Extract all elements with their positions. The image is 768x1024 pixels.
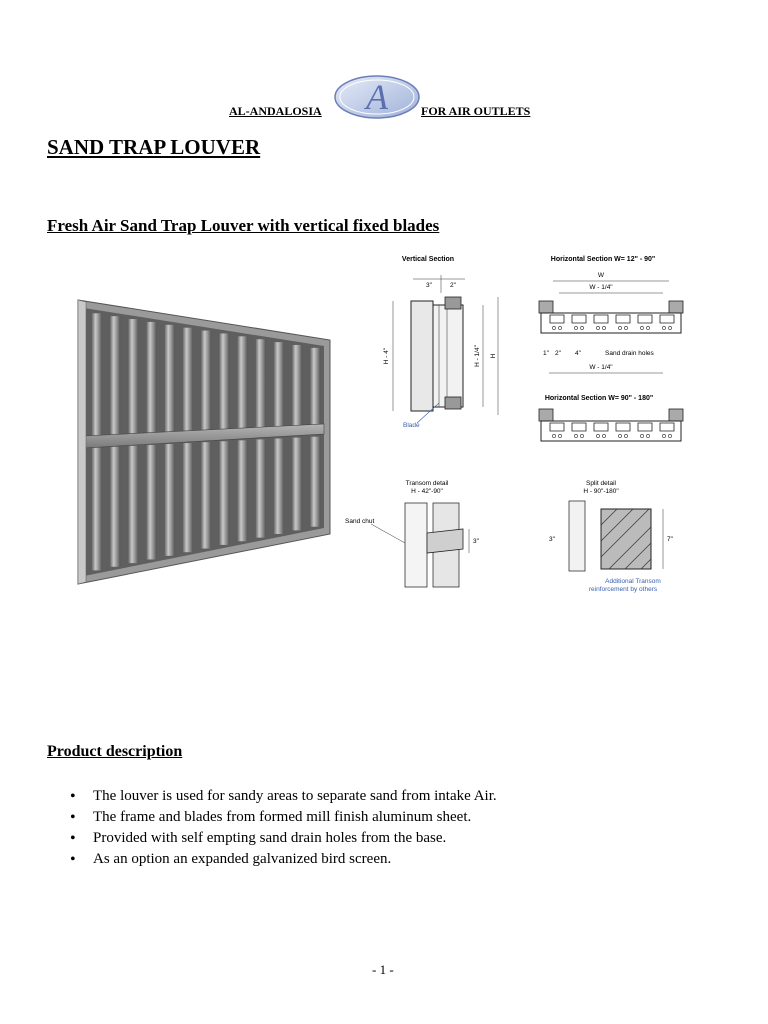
louver-blade xyxy=(256,339,266,427)
logo-letter: A xyxy=(366,77,388,117)
product-description-list xyxy=(70,786,497,870)
list-item: • As an option an expanded galvanized bird screen. xyxy=(70,849,497,870)
louver-blade xyxy=(219,333,229,429)
louver-blade xyxy=(201,331,211,431)
svg-text:2": 2" xyxy=(450,282,456,289)
louver-blade xyxy=(256,439,266,537)
svg-text:3": 3" xyxy=(549,536,555,543)
louver-blade xyxy=(238,440,248,541)
louver-blade xyxy=(292,438,302,531)
louver-blade xyxy=(147,322,157,433)
page-number: - 1 - xyxy=(372,962,394,977)
list-item: • The louver is used for sandy areas to separate sand from intake Air. xyxy=(70,786,497,807)
section-heading: Product description xyxy=(47,743,183,760)
louver-blade xyxy=(128,446,138,563)
louver-blade xyxy=(183,328,193,431)
technical-drawing xyxy=(343,253,691,593)
svg-text:Additional Transom: Additional Transom xyxy=(605,578,661,585)
louver-blade xyxy=(110,316,120,435)
svg-text:W - 1/4": W - 1/4" xyxy=(589,284,613,291)
list-item: • Provided with self empting sand drain holes from the base. xyxy=(70,828,497,849)
louver-blade xyxy=(128,319,138,434)
svg-text:Split detail: Split detail xyxy=(586,480,616,487)
louver-blade xyxy=(292,345,302,426)
svg-text:Sand drain holes: Sand drain holes xyxy=(605,350,654,357)
svg-text:7": 7" xyxy=(667,536,673,543)
svg-text:Blade: Blade xyxy=(403,422,420,429)
louver-blade xyxy=(110,447,120,567)
louver-blade xyxy=(201,442,211,548)
louver-blade xyxy=(219,441,229,545)
louver-blade xyxy=(165,444,175,556)
company-name: AL-ANDALOSIA xyxy=(229,104,322,118)
svg-text:Transom detail: Transom detail xyxy=(405,480,449,487)
louver-blade xyxy=(310,348,320,425)
page-title: SAND TRAP LOUVER xyxy=(47,135,261,159)
svg-text:Vertical Section: Vertical Section xyxy=(401,256,455,263)
svg-text:W - 1/4": W - 1/4" xyxy=(589,364,613,371)
svg-text:Horizontal Section W= 12" - 90: Horizontal Section W= 12" - 90" xyxy=(550,256,656,263)
svg-text:H - 90"-180": H - 90"-180" xyxy=(583,488,619,495)
svg-text:4": 4" xyxy=(575,350,581,357)
louver-blade xyxy=(310,437,320,527)
louver-blade xyxy=(238,336,248,428)
svg-text:reinforcement by others: reinforcement by others xyxy=(588,586,658,593)
svg-text:H - 1/4": H - 1/4" xyxy=(474,345,481,367)
svg-text:2": 2" xyxy=(555,350,561,357)
svg-text:H - 4": H - 4" xyxy=(383,347,390,365)
svg-text:H - 42"-90": H - 42"-90" xyxy=(411,488,443,495)
svg-text:Sand chut: Sand chut xyxy=(345,518,375,525)
svg-text:1": 1" xyxy=(543,350,549,357)
louver-photo xyxy=(70,278,338,588)
svg-text:W: W xyxy=(597,272,605,279)
company-tagline: FOR AIR OUTLETS xyxy=(421,104,531,118)
louver-blade xyxy=(165,325,175,432)
svg-text:3": 3" xyxy=(426,282,432,289)
svg-text:3": 3" xyxy=(473,538,479,545)
list-item: • The frame and blades from formed mill finish aluminum sheet. xyxy=(70,807,497,828)
louver-blade xyxy=(274,439,284,535)
louver-blade xyxy=(92,313,102,435)
louver-blade xyxy=(274,342,284,426)
product-subtitle: Fresh Air Sand Trap Louver with vertical fixed blades xyxy=(47,216,440,235)
company-logo xyxy=(333,73,421,121)
louver-blade xyxy=(92,448,102,571)
louver-blade xyxy=(147,445,157,560)
svg-text:H: H xyxy=(490,353,497,359)
louver-blade xyxy=(183,443,193,552)
svg-text:Horizontal Section W= 90" - 18: Horizontal Section W= 90" - 180" xyxy=(544,395,654,402)
